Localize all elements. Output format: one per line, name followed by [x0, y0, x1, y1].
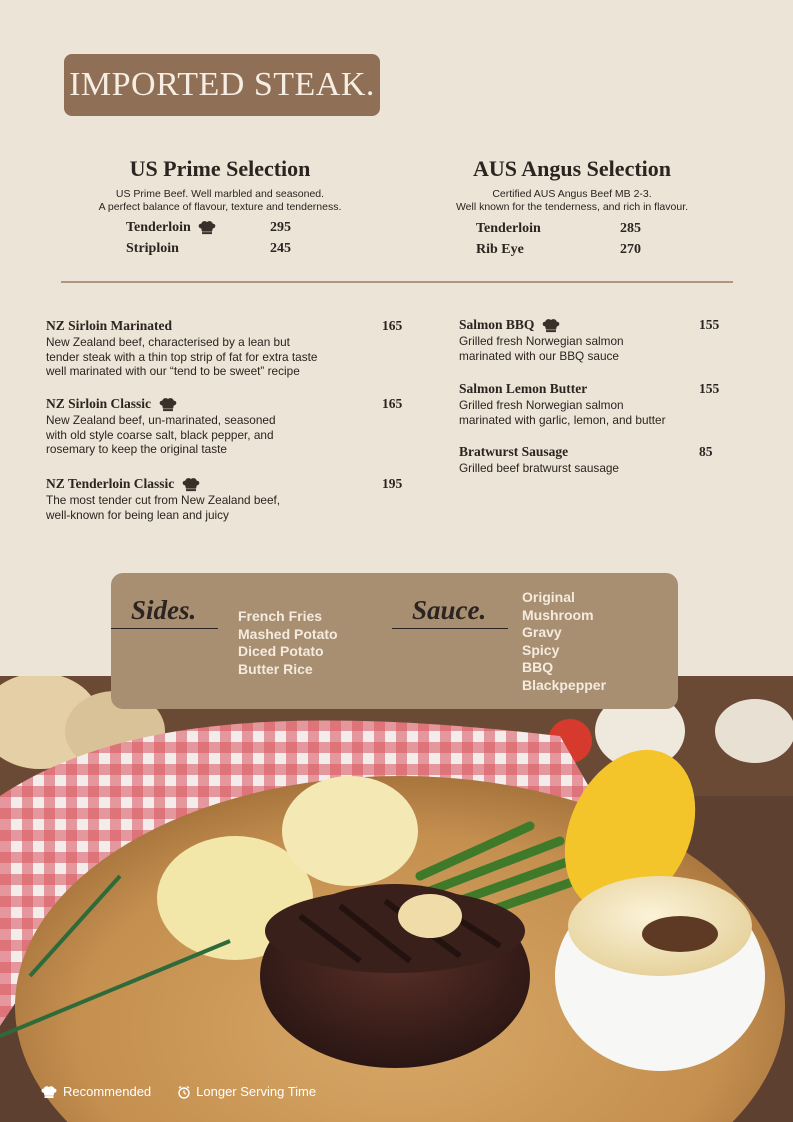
item-desc: Grilled beef bratwurst sausage: [459, 461, 619, 475]
section-divider: [61, 281, 733, 283]
menu-row[interactable]: [476, 218, 676, 239]
menu-item[interactable]: [46, 475, 406, 522]
sauce-list: [522, 589, 606, 694]
item-price: 165: [382, 318, 403, 333]
menu-item[interactable]: [46, 395, 406, 457]
item-name: Salmon BBQ: [459, 317, 535, 332]
sides-list: [238, 608, 338, 678]
food-photo: [0, 676, 793, 1122]
item-desc: Grilled fresh Norwegian salmon marinated with our BBQ sauce: [459, 334, 624, 363]
item-price: 155: [699, 317, 720, 332]
us-prime-section: [70, 156, 370, 214]
chef-hat-icon: [40, 1085, 58, 1099]
item-name: NZ Sirloin Marinated: [46, 318, 173, 333]
sauce-option: Blackpepper: [522, 676, 607, 693]
item-desc: New Zealand beef, characterised by a lean but tender steak with a thin top strip of fat for extra taste well marinated with our “tend to be sweet” recipe: [46, 335, 318, 378]
us-prime-cuts: [126, 217, 326, 259]
sauce-option: Spicy: [522, 641, 560, 658]
side-option: Mashed Potato: [238, 625, 338, 642]
steak-plate-illustration: [0, 676, 793, 1122]
chef-hat-icon: [541, 318, 561, 333]
alarm-clock-icon: [177, 1085, 191, 1099]
sauce-option: BBQ: [522, 659, 554, 675]
menu-item[interactable]: [459, 380, 729, 427]
item-name: Bratwurst Sausage: [459, 444, 569, 459]
page-title: IMPORTED STEAK.: [64, 54, 380, 116]
legend-longer-serving: [177, 1084, 316, 1099]
side-option: Diced Potato: [238, 643, 324, 659]
cut-price: 295: [270, 219, 291, 235]
cut-name: Tenderloin: [126, 219, 191, 235]
cut-price: 270: [620, 241, 641, 257]
sides-sauce-panel: [111, 573, 678, 709]
item-name: NZ Tenderloin Classic: [46, 476, 175, 491]
item-desc: Grilled fresh Norwegian salmon marinated with garlic, lemon, and butter: [459, 398, 666, 427]
item-price: 195: [382, 476, 403, 491]
item-price: 155: [699, 381, 720, 396]
cut-name: Striploin: [126, 240, 179, 256]
side-option: French Fries: [238, 608, 323, 624]
menu-row[interactable]: [476, 239, 676, 260]
item-desc: The most tender cut from New Zealand beef, well-known for being lean and juicy: [46, 493, 281, 522]
menu-item[interactable]: [459, 443, 729, 476]
item-price: 165: [382, 396, 403, 411]
us-prime-title: US Prime Selection: [129, 156, 311, 181]
item-desc: New Zealand beef, un-marinated, seasoned with old style coarse salt, black pepper, and rosemary to keep the original taste: [46, 413, 276, 456]
sauce-option: Original: [522, 589, 575, 605]
cut-name: Tenderloin: [476, 220, 541, 236]
sauce-title: Sauce.: [392, 595, 508, 629]
chef-hat-icon: [158, 397, 178, 412]
cut-price: 285: [620, 220, 641, 236]
menu-item[interactable]: [459, 316, 729, 363]
cut-name: Rib Eye: [476, 241, 524, 257]
sides-title: Sides.: [111, 595, 218, 629]
legend-recommended-label: Recommended: [63, 1084, 152, 1099]
chef-hat-icon: [197, 220, 217, 235]
cut-price: 245: [270, 240, 291, 256]
chef-hat-icon: [181, 477, 201, 492]
sauce-option: Gravy: [522, 624, 562, 640]
aus-angus-cuts: [476, 218, 676, 260]
legend-longer-label: Longer Serving Time: [196, 1084, 317, 1099]
us-prime-desc: US Prime Beef. Well marbled and seasoned. A perfect balance of flavour, texture and tenderness.: [98, 188, 342, 213]
aus-angus-title: AUS Angus Selection: [472, 156, 672, 181]
item-price: 85: [699, 444, 713, 459]
aus-angus-section: [422, 156, 722, 214]
menu-row[interactable]: [126, 238, 326, 259]
side-option: Butter Rice: [238, 660, 313, 677]
legend-recommended: [40, 1084, 151, 1099]
item-name: NZ Sirloin Classic: [46, 396, 152, 411]
menu-item[interactable]: [46, 317, 406, 379]
menu-row[interactable]: [126, 217, 326, 238]
sauce-option: Mushroom: [522, 606, 594, 623]
item-name: Salmon Lemon Butter: [459, 381, 588, 396]
aus-angus-desc: Certified AUS Angus Beef MB 2-3. Well known for the tenderness, and rich in flavour.: [455, 188, 689, 213]
legend: [40, 1084, 316, 1099]
